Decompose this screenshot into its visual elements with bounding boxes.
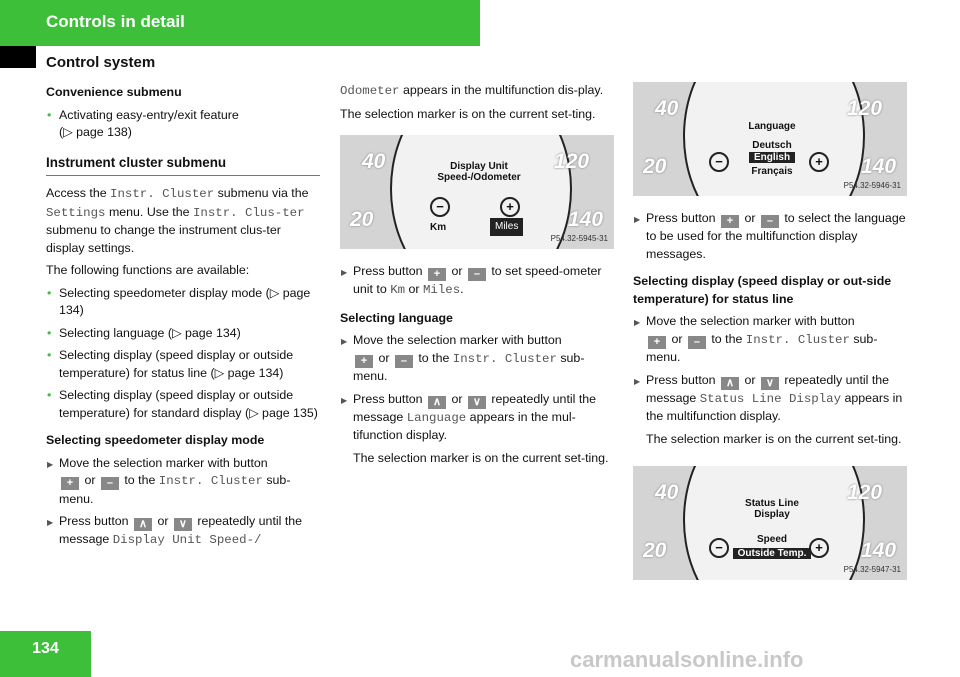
heading-display: Selecting display (speed display or out-side temperature) for status line (633, 274, 892, 306)
plus-key-icon: + (61, 477, 79, 490)
column-1 (46, 84, 320, 555)
plus-icon: + (500, 197, 520, 217)
heading-speedometer: Selecting speedometer display mode (46, 433, 265, 447)
minus-key-icon: – (468, 268, 486, 281)
section-marker (0, 46, 36, 68)
up-key-icon: ∧ (134, 518, 152, 531)
minus-key-icon: – (101, 477, 119, 490)
step-item: ▶ Move the selection marker with button + or – to the Instr. Cluster sub-menu. (633, 313, 907, 367)
dial-face (683, 466, 865, 580)
dial-face (683, 82, 865, 196)
paragraph: Access the Instr. Cluster submenu via the Settings menu. Use the Instr. Clus-ter submenu to change the instrument clus-ter display settings. (46, 186, 309, 255)
down-key-icon: ∨ (468, 396, 486, 409)
bullet-item: • Activating easy-entry/exit feature (▷ page 138) (46, 107, 320, 142)
plus-key-icon: + (428, 268, 446, 281)
minus-key-icon: – (688, 336, 706, 349)
heading-instrument-cluster: Instrument cluster submenu (46, 154, 320, 177)
plus-key-icon: + (648, 336, 666, 349)
plus-key-icon: + (355, 355, 373, 368)
language-figure: 40 20 120 140 Language Deutsch English Français − + P54.32-5946-31 (633, 82, 907, 196)
plus-icon: + (809, 152, 829, 172)
minus-icon: − (430, 197, 450, 217)
column-2 (340, 82, 614, 472)
minus-key-icon: – (395, 355, 413, 368)
watermark: carmanualsonline.info (570, 647, 804, 672)
plus-key-icon: + (721, 215, 739, 228)
step-item: ▶ Press button ∧ or ∨ repeatedly until the message Status Line Display appears in the multifunction display. (633, 372, 907, 426)
up-key-icon: ∧ (428, 396, 446, 409)
speedometer-unit-figure: 40 20 120 140 Display Unit Speed-/Odometer − + Km Miles P54.32-5945-31 (340, 135, 614, 249)
bullet-item: • Selecting language (▷ page 134) (46, 325, 320, 343)
section-title: Control system (46, 54, 156, 71)
paragraph: The selection marker is on the current set-ting. (646, 431, 902, 446)
plus-icon: + (809, 538, 829, 558)
down-key-icon: ∨ (761, 377, 779, 390)
step-item: ▶ Press button ∧ or ∨ repeatedly until the message Language appears in the mul-tifunction display. (340, 391, 614, 445)
step-item: ▶ Press button + or – to set speed-ometer unit to Km or Miles. (340, 263, 614, 300)
paragraph: The selection marker is on the current set-ting. (353, 450, 609, 465)
paragraph: The following functions are available: (46, 263, 250, 277)
status-line-figure: 40 20 120 140 Status Line Display Speed Outside Temp. − + P54.32-5947-31 (633, 466, 907, 580)
bullet-item: • Selecting display (speed display or outside temperature) for status line (▷ page 134) (46, 347, 320, 382)
minus-key-icon: – (761, 215, 779, 228)
down-key-icon: ∨ (174, 518, 192, 531)
step-item: ▶ Press button ∧ or ∨ repeatedly until the message Display Unit Speed-/ (46, 513, 320, 550)
step-item: ▶ Move the selection marker with button + or – to the Instr. Cluster sub-menu. (340, 332, 614, 386)
step-item: ▶ Press button + or – to select the language to be used for the multifunction display messages. (633, 210, 907, 263)
chapter-header (0, 0, 480, 46)
minus-icon: − (709, 152, 729, 172)
bullet-item: • Selecting display (speed display or outside temperature) for standard display (▷ page 135) (46, 387, 320, 422)
paragraph: The selection marker is on the current set-ting. (340, 106, 596, 121)
dial-face (390, 135, 572, 249)
chapter-title: Controls in detail (46, 12, 185, 31)
column-3 (633, 82, 907, 594)
page-number: 134 (0, 631, 91, 677)
up-key-icon: ∧ (721, 377, 739, 390)
minus-icon: − (709, 538, 729, 558)
heading-language: Selecting language (340, 310, 453, 325)
step-item: ▶ Move the selection marker with button + or – to the Instr. Cluster sub-menu. (46, 455, 320, 509)
bullet-item: • Selecting speedometer display mode (▷ page 134) (46, 285, 320, 320)
heading-convenience: Convenience submenu (46, 85, 182, 99)
paragraph: Odometer appears in the multifunction dis-play. (340, 83, 604, 98)
